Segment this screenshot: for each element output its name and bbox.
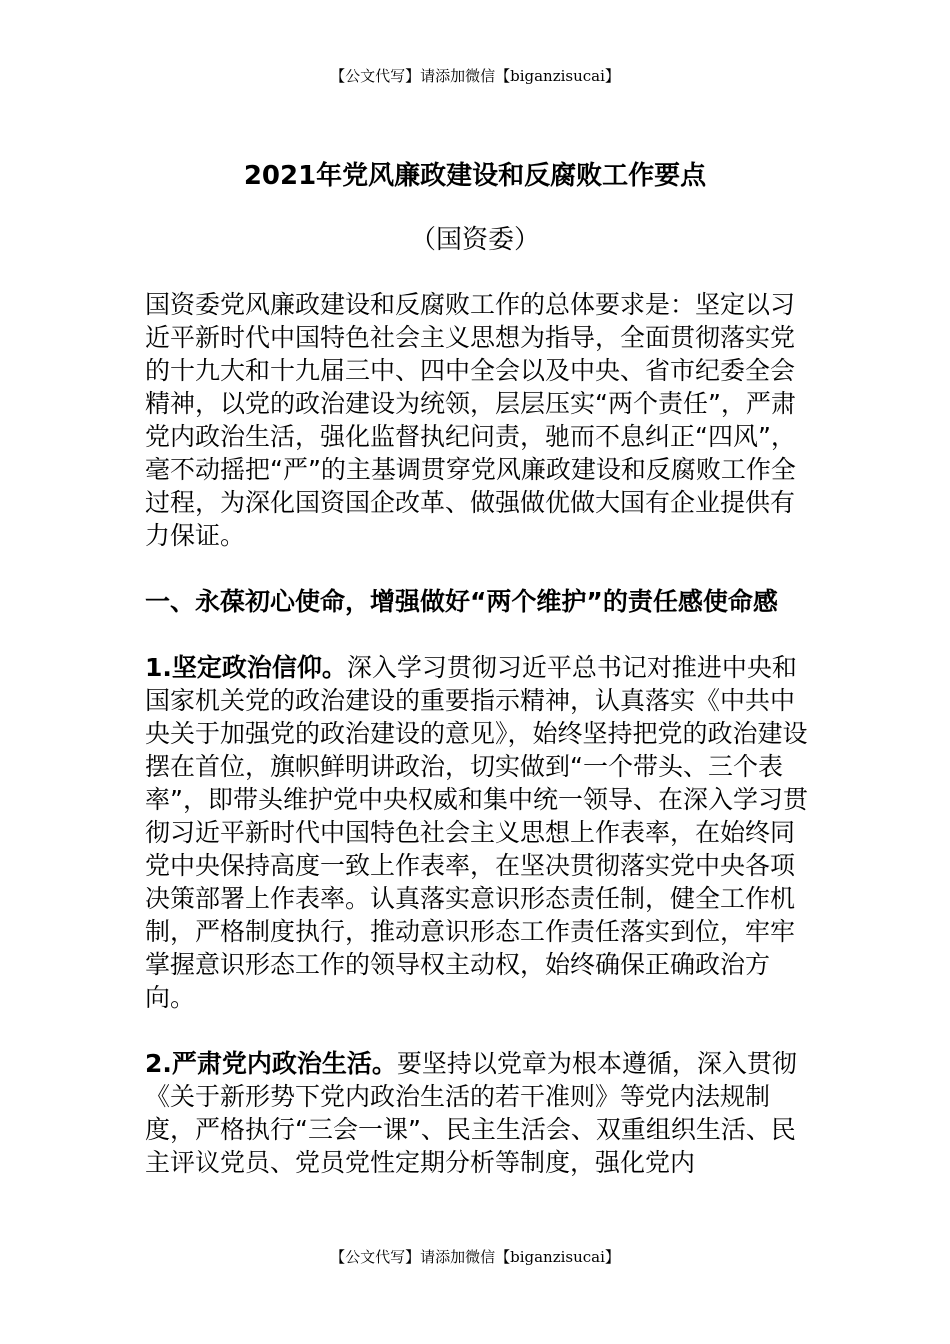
item-lead-2: 2.严肃党内政治生活。 (145, 1049, 397, 1078)
page-footer-note: 【公文代写】请添加微信【biganzisucai】 (330, 1248, 620, 1266)
document-subtitle: （国资委） (409, 225, 540, 255)
document-title: 2021年党风廉政建设和反腐败工作要点 (243, 161, 707, 191)
item-text-1: 深入学习贯彻习近平总书记对推进中央和国家机关党的政治建设的重要指示精神，认真落实《中共中央关于加强党的政治建设的意见》，始终坚持把党的政治建设摆在首位，旗帜鲜明讲政治，切实做到“一个带头、三个表率”，即带头维护党中央权威和集中统一领导、在深入学习贯彻习近平新时代中国特色社会主义思想上作表率，在始终同党中央保持高度一致上作表率，在坚决贯彻落实党中央各项决策部署上作表率。认真落实意识形态责任制，健全工作机制，严格制度执行，推动意识形态工作责任落实到位，牢牢掌握意识形态工作的领导权主动权，始终确保正确政治方向。 (145, 653, 808, 1012)
item-paragraph-1 (145, 651, 815, 1014)
page-header-note: 【公文代写】请添加微信【biganzisucai】 (330, 67, 620, 85)
intro-paragraph: 国资委党风廉政建设和反腐败工作的总体要求是：坚定以习近平新时代中国特色社会主义思想为指导，全面贯彻落实党的十九大和十九届三中、四中全会以及中央、省市纪委全会精神，以党的政治建设为统领，层层压实“两个责任”，严肃党内政治生活，强化监督执纪问责，驰而不息纠正“四风”，毫不动摇把“严”的主基调贯穿党风廉政建设和反腐败工作全过程，为深化国资国企改革、做强做优做大国有企业提供有力保证。 (145, 290, 796, 550)
item-lead-1: 1.坚定政治信仰。 (145, 653, 347, 682)
item-text-2: 要坚持以党章为根本遵循，深入贯彻《关于新形势下党内政治生活的若干准则》等党内法规制度，严格执行“三会一课”、民主生活会、双重组织生活、民主评议党员、党员党性定期分析等制度，强化党内 (145, 1049, 797, 1177)
document-body (145, 288, 815, 1212)
item-paragraph-2 (145, 1047, 815, 1179)
section-heading: 一、永葆初心使命，增强做好“两个维护”的责任感使命感 (145, 587, 778, 616)
